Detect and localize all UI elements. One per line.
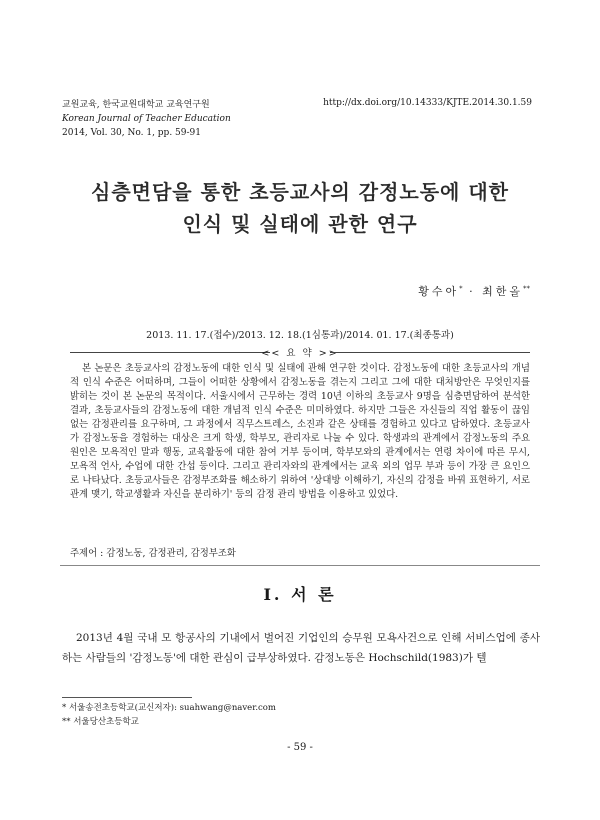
page-number: - 59 - [287, 742, 313, 753]
author-1-mark: * [459, 284, 463, 293]
intro-paragraph [62, 628, 540, 668]
paper-title [0, 176, 600, 240]
author-list [418, 283, 530, 299]
intro-paragraph-text: 2013년 4월 국내 모 항공사의 기내에서 벌어진 기업인의 승무원 모욕사건으로 인해 서비스업에 종사하는 사람들의 '감정노동'에 대한 관심이 급부상하였다. 감정노동은 Hochschild(1983)가 텔 [62, 632, 540, 664]
footnotes [62, 701, 276, 729]
journal-volume: 2014, Vol. 30, No. 1, pp. 59-91 [62, 128, 201, 138]
abstract-text: 본 논문은 초등교사의 감정노동에 대한 인식 및 실태에 관해 연구한 것이다. 감정노동에 대한 초등교사의 개념적 인식 수준은 어떠하며, 그들이 어떠한 상황에서 감정노동을 겪는지 그리고 그에 대한 대처방안은 무엇인지를 밝히는 것이 본 논문의 목적이다. 서울시에서 근무하는 경력 10년 이하의 초등교사 9명을 심층면담하여 분석한 결과, 초등교사들의 감정노동에 대한 개념적 인식 수준은 미미하였다. 하지만 그들은 자신들의 직업 활동이 끊임없는 감정관리를 요구하며, 그 과정에서 직무스트레스, 소진과 같은 상태를 경험하고 있다고 답하였다. 초등교사가 감정노동을 경험하는 대상은 크게 학생, 학부모, 관리자로 나눌 수 있다. 학생과의 관계에서 감정노동의 주요 원인은 모욕적인 말과 행동, 교육활동에 대한 참여 거부 등이며, 학부모와의 관계에서는 연령 차이에 따른 무시, 모욕적 언사, 수업에 대한 간섭 등이다. 그리고 관리자와의 관계에서는 교육 외의 업무 부과 등이 가장 큰 요인으로 나타났다. 초등교사들은 감정부조화를 해소하기 위하여 '상대방 이해하기, 자신의 감정을 바꿔 표현하기, 서로 관계 맺기, 학교생활과 자신을 분리하기' 등의 감정 관리 방법을 이용하고 있었다. [70, 363, 530, 500]
footnote-1: * 서울송전초등학교(교신저자): suahwang@naver.com [62, 703, 276, 713]
author-2: 최한올 [482, 285, 523, 298]
title-line-2: 인식 및 실태에 관한 연구 [182, 212, 418, 236]
footnote-2: ** 서울당산초등학교 [62, 717, 139, 727]
abstract-label: << 요 약 >> [261, 348, 339, 359]
journal-name-english: Korean Journal of Teacher Education [62, 114, 231, 124]
author-2-mark: ** [523, 284, 530, 293]
keywords-divider [60, 565, 540, 566]
doi-link[interactable]: http://dx.doi.org/10.14333/KJTE.2014.30.1.59 [323, 98, 532, 108]
journal-name-korean: 교원교육, 한국교원대학교 교육연구원 [62, 100, 210, 110]
author-1: 황수아 [418, 285, 460, 298]
footnote-divider [62, 697, 192, 698]
author-separator: · [462, 285, 483, 298]
journal-info [62, 98, 231, 140]
submission-dates: 2013. 11. 17.(접수)/2013. 12. 18.(1심통과)/2014. 01. 17.(최종통과) [146, 330, 454, 341]
title-line-1: 심층면담을 통한 초등교사의 감정노동에 대한 [91, 180, 509, 204]
abstract-rule-right [330, 352, 530, 353]
keywords: 주제어 : 감정노동, 감정관리, 감정부조화 [70, 548, 236, 559]
section-heading: Ⅰ. 서 론 [263, 585, 337, 604]
